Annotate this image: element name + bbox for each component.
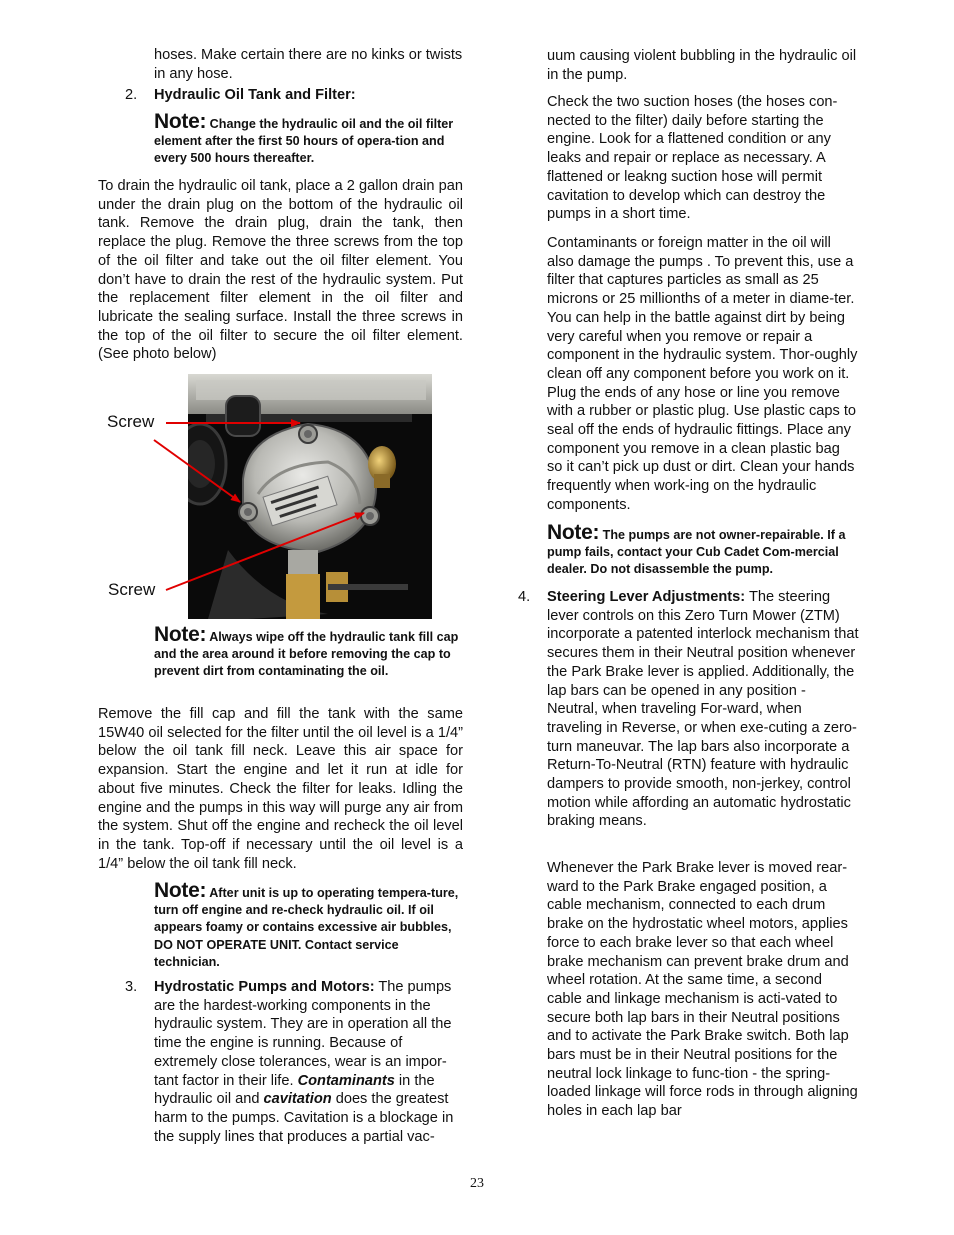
note-3-text: After unit is up to operating tempera-ture, turn off engine and re-check hydraulic oil. If oil appears foamy or contains excessive air bubbles, DO NOT OPERATE UNIT. Contact service technician. [154, 886, 459, 969]
note-2 [154, 623, 462, 681]
note-1 [154, 110, 462, 168]
item-4-paragraph [547, 588, 859, 831]
paragraph-park-brake: Whenever the Park Brake lever is moved rear-ward to the Park Brake engaged position, a cable mechanism, connected to each drum brake on the hydrostatic wheel motors, applies force to each brake lever so that each wheel brake mechanism can prevent brake drum and wheel rotation. At the same time, a second cable and linkage mechanism is acti-vated to secure both lap bars in their Neutral positions and to activate the Park Brake switch. Both lap bars must be in their Neutral positions for the neutral lock linkage to func-tion - the spring-loaded linkage will force rods in through aligning holes in each lap bar [547, 860, 858, 1120]
paragraph-continued: uum causing violent bubbling in the hydraulic oil in the pump. [547, 48, 857, 83]
paragraph-suction-hoses: Check the two suction hoses (the hoses con-nected to the filter) daily before starting the engine. Look for a flattened condition or any leaks and repair or replace as necessary. A flattened or leakng suction hose will permit cavitation to develop which can destroy the pumps in a short time. [547, 94, 838, 223]
paragraph-drain: To drain the hydraulic oil tank, place a 2 gallon drain pan under the drain plug on the bottom of the hydraulic oil tank. Remove the drain plug, drain the tank, then replace the plug. Remove the three screws from the top of the oil filter and take out the oil filter element. You don’t have to drain the rest of the hydraulic system. Put the replacement filter element in the oil filter and lubricate the sealing surface. Install the three screws in the top of the oil filter to secure the oil filter element. (See photo below) [98, 178, 463, 363]
paragraph-contaminants: Contaminants or foreign matter in the oil will also damage the pumps . To prevent this, use a filter that captures particles as small as 25 microns or 25 millionths of a meter in diame-ter. You can help in the battle against dirt by being very careful when you remove or repair a component in the hydraulic system. Thor-oughly clean off any component before you work on it. Plug the ends of any hose or line you remove with a rubber or plastic plug. Use plastic caps to seal off the ends of hydraulic fittings. Place any component you remove in a clean plastic bag so it can’t pick up dust or dirt. Clean your hands frequently when work-ing on the hydraulic components. [547, 235, 858, 513]
paragraph-fill: Remove the fill cap and fill the tank with the same 15W40 oil selected for the filter until the oil level is a 1/4” below the oil tank fill neck. Leave this air space for expansion. Start the engine and let it run at idle for about five minutes. Check the filter for leaks. Idling the engine and the pumps in this way will purge any air from the system. Shut off the engine and recheck the oil level in the tank. Top-off if necessary until the oil level is a 1/4” below the oil tank fill neck. [98, 706, 463, 872]
note-3 [154, 879, 462, 971]
note-4-label: Note: [547, 521, 600, 544]
item-4-text: The steering lever controls on this Zero Turn Mower (ZTM) incorporate a patented interlock mechanism that secures them in their Neutral position whenever the Park Brake lever is applied. Additionally, the lap bars can be opened in any position - Neutral, when traveling For-ward, when traveling in Reverse, or when exe-cuting a zero-turn maneuvar. The lap bars also incorporate a Return-To-Neutral (RTN) feature with hydraulic dampers to provide smooth, non-jerkey, control motion while affording an automatic hydrostatic braking means. [547, 589, 859, 830]
item-4-title: Steering Lever Adjustments: [547, 589, 746, 605]
paragraph-hoses: hoses. Make certain there are no kinks or twists in any hose. [154, 47, 463, 82]
item-2-heading [154, 86, 464, 105]
note-4-text: The pumps are not owner-repairable. If a pump fails, contact your Cub Cadet Com-mercial dealer. Do not disassemble the pump. [547, 528, 846, 577]
note-4 [547, 521, 857, 579]
item-3-title: Hydrostatic Pumps and Motors: [154, 979, 375, 995]
callout-screw-bottom: Screw [108, 580, 156, 599]
callout-screw-top: Screw [107, 412, 155, 431]
note-3-label: Note: [154, 879, 207, 902]
item-3-text-a: The pumps are the hardest-working components in the hydraulic system. They are in operation all the time the engine is running. Because of extremely close tolerances, wear is an impor-tant factor in their life. [154, 979, 452, 1089]
page-number: 23 [470, 1176, 484, 1191]
note-1-text: Change the hydraulic oil and the oil filter element after the first 50 hours of opera-tion and every 500 hours thereafter. [154, 117, 454, 166]
note-2-text: Always wipe off the hydraulic tank fill cap and the area around it before removing the cap to prevent dirt from contaminating the oil. [154, 630, 459, 679]
item-number-3: 3. [125, 979, 138, 995]
note-1-label: Note: [154, 110, 207, 133]
item-3-text-c: does the greatest harm to the pumps. Cavitation is a blockage in the supply lines that produces a partial vac- [154, 1091, 454, 1145]
note-2-label: Note: [154, 623, 207, 646]
oil-filter-photo [188, 374, 432, 619]
term-contaminants: Contaminants [297, 1072, 395, 1089]
term-cavitation: cavitation [263, 1091, 332, 1108]
item-3-text-b: in the hydraulic oil and [154, 1072, 435, 1108]
item-2-title: Hydraulic Oil Tank and Filter: [154, 87, 356, 103]
item-number-4: 4. [518, 589, 531, 605]
item-3-paragraph [154, 978, 464, 1146]
item-number-2: 2. [125, 87, 138, 103]
